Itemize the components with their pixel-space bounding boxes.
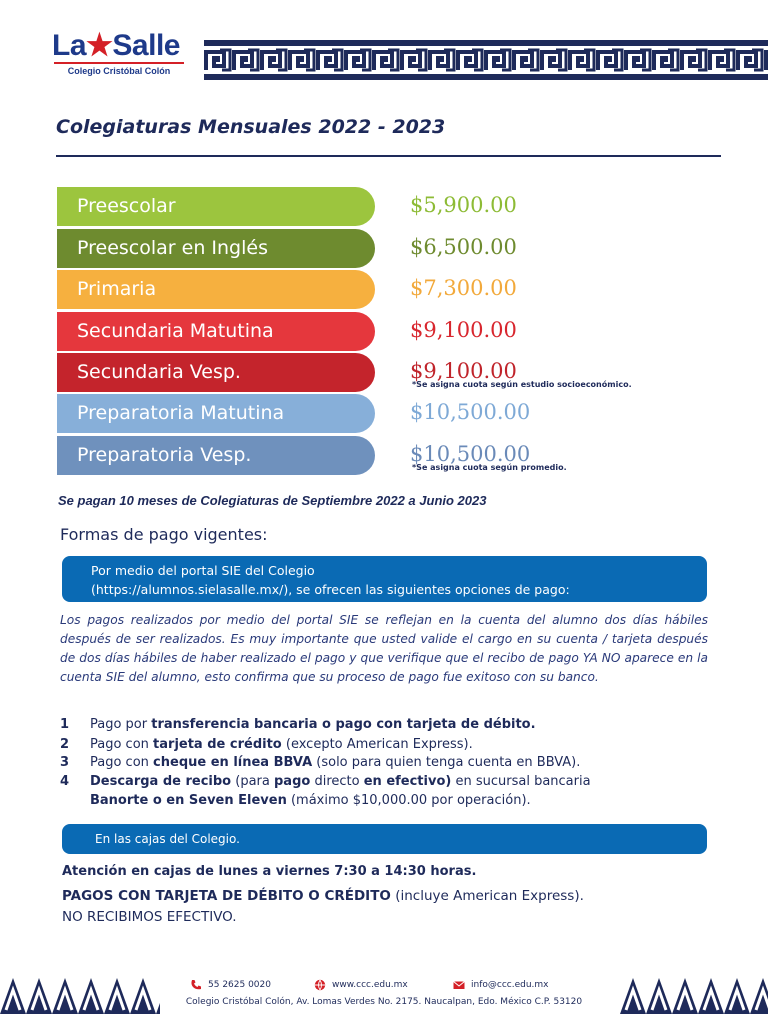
price-amount: $5,900.00	[410, 193, 517, 217]
globe-icon	[314, 979, 326, 991]
price-amount: $7,300.00	[410, 276, 517, 300]
footer-email[interactable]: info@ccc.edu.mx	[453, 979, 549, 991]
school-cashier-box: En las cajas del Colegio.	[62, 824, 707, 854]
payment-option-2: 2 Pago con tarjeta de crédito (excepto American Express).	[60, 737, 473, 752]
logo-subtitle: Colegio Cristóbal Colón	[54, 62, 184, 76]
price-level-label: Preparatoria Vesp.	[77, 444, 252, 466]
footer-website[interactable]: www.ccc.edu.mx	[314, 979, 408, 991]
payment-option-1: 1 Pago por transferencia bancaria o pago con tarjeta de débito.	[60, 717, 536, 732]
payment-option-4-continued: Banorte o en Seven Eleven (máximo $10,000.00 por operación).	[90, 793, 531, 808]
star-icon: ★	[86, 29, 113, 62]
price-row	[57, 270, 375, 309]
price-row	[57, 353, 375, 392]
portal-info-line-1: Por medio del portal SIE del Colegio	[91, 563, 315, 578]
price-amount: $10,500.00	[410, 400, 531, 424]
decorative-pattern-bottom-right	[620, 970, 768, 1014]
price-row	[57, 394, 375, 433]
price-amount: $9,100.00	[410, 318, 517, 342]
footer-address: Colegio Cristóbal Colón, Av. Lomas Verdes No. 2175. Naucalpan, Edo. México C.P. 53120	[185, 997, 583, 1007]
envelope-icon	[453, 979, 465, 991]
price-row	[57, 312, 375, 351]
payment-methods-heading: Formas de pago vigentes:	[60, 525, 268, 544]
price-level-label: Secundaria Vesp.	[77, 361, 241, 383]
price-level-label: Secundaria Matutina	[77, 320, 274, 342]
price-level-label: Primaria	[77, 278, 157, 300]
cashier-hours: Atención en cajas de lunes a viernes 7:30 a 14:30 horas.	[62, 864, 477, 879]
portal-info-box	[62, 556, 707, 602]
price-amount: $10,500.00	[410, 442, 531, 466]
card-payments-note: PAGOS CON TARJETA DE DÉBITO O CRÉDITO (incluye American Express).	[62, 888, 584, 904]
price-row	[57, 229, 375, 268]
phone-icon	[190, 979, 202, 991]
price-amount: $9,100.00	[410, 359, 517, 383]
title-divider	[56, 155, 721, 157]
price-row	[57, 187, 375, 226]
page-title: Colegiaturas Mensuales 2022 - 2023	[56, 116, 446, 138]
price-level-label: Preescolar en Inglés	[77, 237, 268, 259]
portal-notice-paragraph: Los pagos realizados por medio del portal SIE se reflejan en la cuenta del alumno dos días hábiles después de ser realizados. Es muy importante que usted valide el cargo en su cuenta / tarjeta después de dos días hábiles de haber realizado el pago y que verifique que el recibo de pago YA NO aparece en la cuenta SIE del alumno, esto confirma que su proceso de pago fue exitoso con su banco.	[60, 613, 708, 684]
payment-option-4: 4 Descarga de recibo (para pago directo en efectivo) en sucursal bancaria	[60, 774, 591, 789]
price-footnote: *Se asigna cuota según promedio.	[412, 463, 567, 472]
logo-wordmark: La★Salle	[52, 29, 180, 62]
decorative-pattern-bottom-left	[0, 970, 160, 1014]
months-note: Se pagan 10 meses de Colegiaturas de Septiembre 2022 a Junio 2023	[58, 493, 487, 508]
footer-phone: 55 2625 0020	[190, 979, 271, 991]
school-logo	[52, 20, 192, 82]
price-level-label: Preparatoria Matutina	[77, 402, 285, 424]
price-level-label: Preescolar	[77, 195, 176, 217]
price-amount: $6,500.00	[410, 235, 517, 259]
no-cash-note: NO RECIBIMOS EFECTIVO.	[62, 909, 237, 925]
portal-info-line-2: (https://alumnos.sielasalle.mx/), se ofrecen las siguientes opciones de pago:	[91, 582, 570, 597]
decorative-pattern-top	[204, 40, 768, 80]
price-footnote: *Se asigna cuota según estudio socioeconómico.	[412, 380, 632, 389]
price-row	[57, 436, 375, 475]
payment-option-3: 3 Pago con cheque en línea BBVA (solo para quien tenga cuenta en BBVA).	[60, 755, 581, 770]
